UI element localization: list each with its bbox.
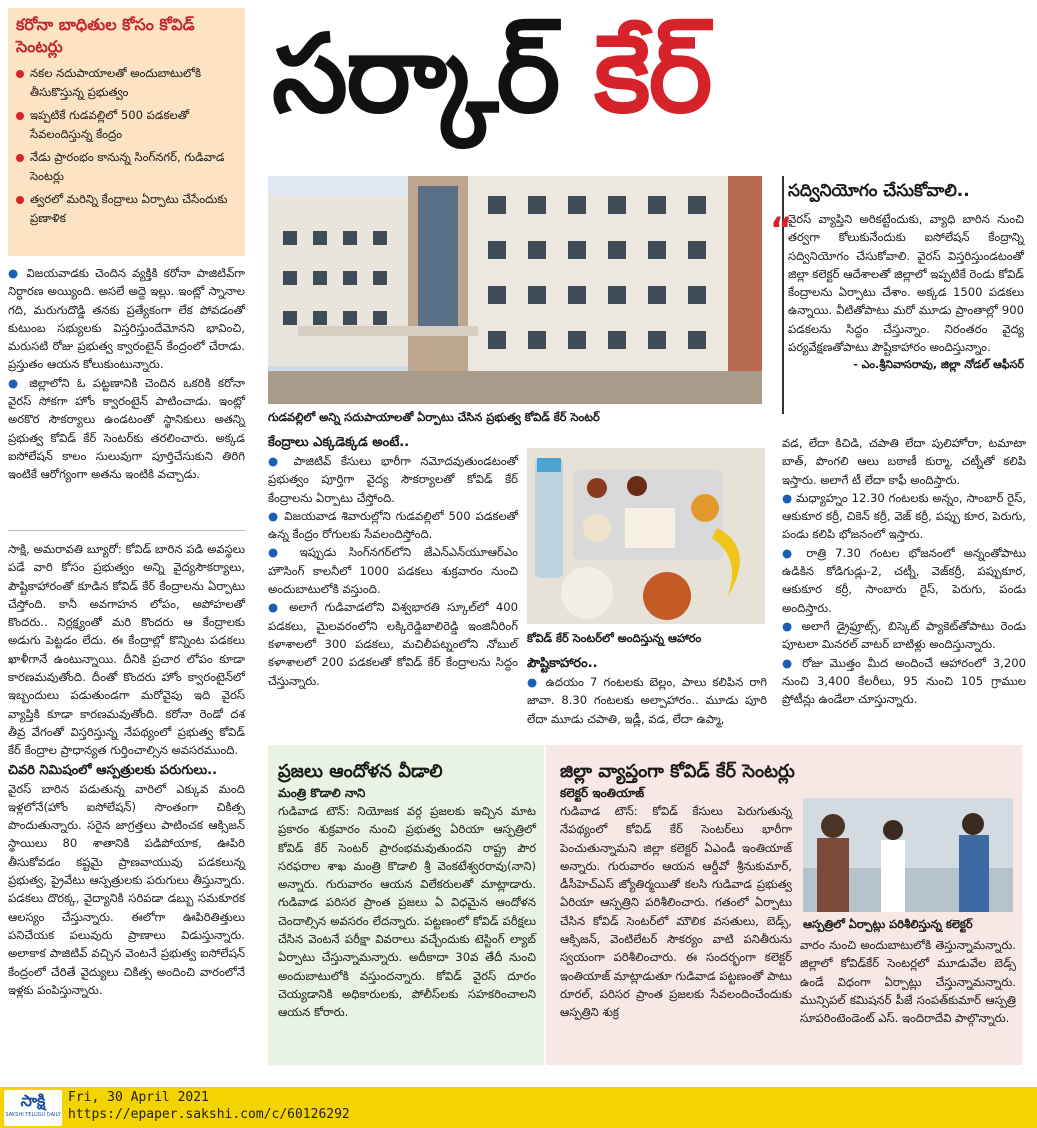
photo-caption: గుడవల్లిలో అన్ని సదుపాయాలతో ఏర్పాటు చేసిన ప్రభుత్వ కోవిడ్ కేర్ సెంటర్ [268,410,600,424]
story-body: గుడివాడ టౌన్: కోవిడ్ కేసులు పెరుగుతున్న నేపథ్యంలో కోవిడ్ కేర్ సెంటర్‌లు భారీగా పెంచుతున్నామని జిల్లా కలెక్టర్ ఏఎండీ ఇంతియాజ్ అన్నారు. గురువారం ఆయన ఆర్డీవో శ్రీనుకుమార్, డీసీహెచ్ఎస్ జ్యోతిర్మయితో కలసి గుడివాడ ప్రభుత్వ ఏరియా ఆస్పత్రిని పరిశీలించారు. గతంలో ఏర్పాటు చేసిన కోవిడ్ సెంటర్‌లో మౌలిక వసతులు, బెడ్స్, ఆక్సిజన్, వెంటిలేటర్ సౌకర్యం వాటి పనితీరును స్వయంగా పరిశీలించారు. ఈ సందర్భంగా కలెక్టర్ ఇంతియాజ్ మాట్లాడుతూ గుడివాడ పట్టణంతో పాటు రూరల్, పరిసర ప్రాంత ప్రజలకు సేవలందించేందుకు ఆస్పత్రిని శుక్ర [560,804,792,1020]
byline: కలెక్టర్ ఇంతియాజ్ [560,786,645,800]
food-caption: కోవిడ్ కేర్ సెంటర్‌లో అందిస్తున్న ఆహారం [527,631,702,645]
paragraph: సాక్షి, అమరావతి బ్యూరో: కోవిడ్ బారిన పడి అవస్థలు పడే వారి కోసం ప్రభుత్వం అన్ని వైద్యసౌకర్యాలు, పౌష్టికాహారంతో కూడిన కోవిడ్ కేర్ కేంద్రాలను ఏర్పాటు చేస్తోంది. కానీ అవగాహన లోపం, అపోహలతో కొందరు.. నిర్లక్ష్యంతో మరి కొందరు ఆ కేంద్రాలకు అడుగు పెట్టడం లేదు. ఈ కేంద్రాల్లో కొన్నింట పడకలు ఖాళీగానే ఉంటున్నాయి. దీనికి ప్రచార లోపం కూడా కారణమవుతోంది. దీంతో కొందరు హోం క్వారంటైన్‌లో ఇబ్బందులు పడుతుండగా మరోవైపు ఇది వైరస్ వ్యాప్తికి కూడా కారణమవుతోంది. కరోనా రెండో దశ తీవ్ర వేగంతో విస్తరిస్తున్న నేపథ్యంలో ప్రభుత్వ కోవిడ్ కేర్ కేంద్రాల ప్రాధాన్యత గుర్తించాల్సిన అవసరముంది. [8,542,245,758]
box-title: ప్రజలు ఆందోళన వీడాలి [278,761,443,782]
food-image [527,448,765,624]
section-title: కేంద్రాలు ఎక్కడెక్కడ అంటే.. [268,435,410,450]
bullet-icon [16,70,24,78]
building-photo [268,176,762,404]
menu-section [782,434,1026,708]
collector-photo-caption: ఆస్పత్రిలో ఏర్పాట్లు పరిశీలిస్తున్న కలెక్టర్ [803,917,973,931]
list-item: నకల నదుపాయాలతో అందుబాటులోకి తీసుకొస్తున్న ప్రభుత్వం [16,64,237,102]
highlights-box [8,8,245,256]
paragraph: ● జిల్లాలోని ఓ పట్టణానికి చెందిన ఒకరికి కరోనా వైరస్ సోకగా హోం క్వారంటైన్ పాటించాడు. ఇంట్లో అరకొర సౌకర్యాలు ఉండటంతో స్థానికులు అతన్ని ప్రభుత్వ కోవిడ్ కేర్ సెంటర్‌కు తరలించారు. అక్కడ ఐసోలేషన్ కాలం సులువుగా పూర్తిచేసుకుని తిరిగి ఇంటికే ఆరోగ్యంగా అతను ఇంటికి వచ్చాడు. [8,375,245,482]
edition-date: Fri, 30 April 2021 [68,1090,209,1105]
quote-body [788,210,1024,375]
paragraph: వడ, లేదా కిచిడి, చపాతి లేదా పులిహోరా, టమాటా బాత్, పొంగలి ఆలు బఠాణీ కుర్మా, చట్నీతో కలిపి ఇస్తారు. అలాగే టీ లేదా కాఫీ అందిస్తారు. [782,436,1026,487]
footer-info [68,1089,350,1123]
list-item: ● రోజు మొత్తం మీద అందించే ఆహారంలో 3,200 నుంచి 3,400 కేలరీలు, 95 నుంచి 105 గ్రాముల ప్రోటీన్లు ఉండేలా చూస్తున్నారు. [782,655,1026,707]
list-item: నేడు ప్రారంభం కానున్న సింగ్‌నగర్, గుడివాడ సెంటర్లు [16,148,237,186]
list-item: ● అలాగే గుడివాడలోని విశ్వభారతి స్కూల్‌లో 400 పడకలు, మైలవరంలోని లక్కిరెడ్డిబాలిరెడ్డి ఇంజినీరింగ్ కళాశాలలో 300 పడకలు, మచిలీపట్నంలోని నోబుల్ కళాశాలలో 200 పడకలతో కోవిడ్ కేర్ కేంద్రాలను సిద్ధం చేస్తున్నారు. [268,600,518,688]
minister-story [278,760,536,1022]
byline: మంత్రి కొడాలి నాని [278,786,366,800]
collector-story-continued: వారం నుంచి అందుబాటులోకి తెస్తున్నామన్నారు. జిల్లాలో కోవిడ్‌కేర్ సెంటర్లలో మూడువేల బెడ్స్ ఉండే విధంగా ఏర్పాట్లు చేస్తున్నామన్నారు. మున్సిపల్ కమిషనర్ పీజే సంపత్‌కుమార్ ఆస్పత్రి సూపరింటెండెంట్ ఎస్. ఇందిరాదేవి పాల్గొన్నారు. [800,938,1016,1026]
left-story-body [8,540,245,999]
list-item: ● ఉదయం 7 గంటలకు బెల్లం, పాలు కలిపిన రాగి జావా. 8.30 గంటలకు అల్పాహారం.. మూడు పూరి లేదా మూడు చపాతి, ఇడ్లీ, వడ, లేదా ఉప్మా, [527,675,767,726]
quote-text: వైరస్ వ్యాప్తిని అరికట్టేందుకు, వ్యాధి బారిన నుంచి తర్వగా కోలుకునేందుకు ఐసోలేషన్ కేంద్రాన్ని సద్వినియోగం చేసుకోవాలి. వైరస్ విస్తరిస్తుండటంతో జిల్లా కలెక్టర్ ఆదేశాలతో జిల్లాలో ఇప్పటికే రెండు కోవిడ్ కేంద్రాలను ఏర్పాటు చేశాం. అక్కడ 1500 పడకలు ఉన్నాయి. వీటితోపాటు మరో మూడు ప్రాంతాల్లో 900 పడకలను సిద్ధం చేస్తున్నాం. నిరంతరం వైద్య పర్యవేక్షణతోపాటు పౌష్టికాహారం అందిస్తున్నాం. [788,212,1024,355]
highlights-title: కరోనా బాధితుల కోసం కోవిడ్ సెంటర్లు [16,15,195,56]
list-item: ● ఇప్పుడు సింగ్‌నగర్‌లోని జేఎన్ఎన్‌యూఆర్ఎం హౌసింగ్ కాలనీలో 1000 పడకలు శుక్రవారం నుంచి అందుబాటులోకి వస్తుంది. [268,545,518,597]
collector-photo [803,798,1013,912]
list-item: ఇప్పటికే గుడవల్లిలో 500 పడకలతో సేవలందిస్తున్న కేంద్రం [16,106,237,144]
collector-image [803,798,1013,912]
story-body: గుడివాడ టౌన్: నియోజక వర్గ ప్రజలకు ఇచ్చిన మాట ప్రకారం శుక్రవారం నుంచి ప్రభుత్వ ఏరియా ఆస్పత్రిలో కోవిడ్ కేర్ సెంటర్ ప్రారంభమవుతుందని రాష్ట్ర పౌర సరఫరాల శాఖ మంత్రి కొడాలి శ్రీ వెంకటేశ్వరరావు(నాని) అన్నారు. గురువారం ఆయన విలేకరులతో మాట్లాడారు. గుడివాడ పరిసర ప్రాంత ప్రజలు ఏ విధమైన ఆందోళన చెందాల్సిన అవసరం లేదన్నారు. పట్టణంలో కోవిడ్ పరీక్షలు చేసిన వెంటనే పరీక్షా వివరాలు వచ్చేందుకు టెస్టింగ్ ల్యాబ్ ఏర్పాటు చేస్తున్నామన్నారు. అదీకాదా 30వ తేదీ నుంచి అందుబాటులోకి వస్తుందన్నారు. కోవిడ్ వైరస్ దూరం చెయ్యడానికి అధికారులకు, పోలీస్‌లకు సహకరించాలని ఆయన కోరారు. [278,804,536,1020]
centers-section [268,434,518,690]
bullet-icon [16,154,24,162]
divider [8,530,245,531]
epaper-link[interactable]: https://epaper.sakshi.com/c/60126292 [68,1107,350,1122]
headline-part2: కేర్ [594,12,711,137]
quote-title: సద్వినియోగం చేసుకోవాలి.. [788,181,970,201]
collector-story [560,760,795,1022]
left-story-intro [8,264,245,484]
list-item: ● అలాగే డ్రైఫ్రూట్స్, బిస్కెట్ ప్యాకెట్‌తోపాటు రెండు పూటలా మినరల్ వాటర్ బాటిళ్లు అందిస్తున్నారు. [782,618,1026,652]
food-photo [527,448,765,624]
highlights-list [16,64,237,228]
list-item: ● మధ్యాహ్నం 12.30 గంటలకు అన్నం, సాంబార్ రైస్, ఆకుకూర కర్రీ, చికెన్ కర్రీ, వెజ్ కర్రీ, పప్పు కూర, పెరుగు, పండు కలిపి భోజనంలో ఇస్తారు. [782,490,1027,542]
paragraph: వైరస్ బారిన పడుతున్న వారిలో ఎక్కువ మంది ఇళ్లలోనే(హోం ఐసోలేషన్) సొంతంగా చికిత్స పొందుతున్నారు. సరైన జాగ్రత్తలు పాటించక ఆక్సిజన్ స్థాయిలు 80 శాతానికి పడిపోయాక, ఊపిరి తీసుకోవడం కష్టమై ప్రాణవాయువు పడకలున్న ప్రభుత్వ, ప్రైవేటు ఆస్పత్రులకు పరుగులు తీస్తున్నారు. పడకలు దొరక్క, వైద్యానికి సరిపడా డబ్బు సమకూరక ఆలస్యం చేస్తున్నారు. ఈలోగా ఊపిరితిత్తులు పనిచేయక పలువురు ప్రాణాలు విడుస్తున్నారు. అలాకాక పాజిటివ్ వచ్చిన వెంటనే ప్రభుత్వ ఐసోలేషన్ కేంద్రంలో చేరితే వైద్యులు చికిత్స అందించి వారంలోనే ఇళ్లకు పంపిస్తున్నారు. [8,781,245,997]
list-item: త్వరలో మరిన్ని కేంద్రాలు ఏర్పాటు చేసేందుకు ప్రణాళిక [16,190,237,228]
section-title: పౌష్టికాహారం.. [527,656,598,671]
list-item: ● విజయవాడ శివారుల్లోని గుడవల్లిలో 500 పడకలతో ఉన్న కేంద్రం రోగులకు సేవలందిస్తోంది. [268,508,518,542]
quote-mark-icon: “ [770,210,793,250]
building-image [268,176,762,404]
quote-author: - ఎం.శ్రీనివాసరావు, జిల్లా నోడల్ ఆఫీసర్ [853,358,1024,372]
sakshi-logo [4,1090,62,1126]
headline-part1: సర్కార్ [272,12,559,137]
bullet-icon [16,112,24,120]
paragraph: ● విజయవాడకు చెందిన వ్యక్తికి కరోనా పాజిటివ్‌గా నిర్ధారణ అయ్యింది. అసలే అద్దె ఇల్లు. ఇంట్లో స్నానాల గది, మరుగుదొడ్డి తనకు ప్రత్యేకంగా లేక పోవడంతో కుటుంబ సభ్యులకు విస్తరిస్తుందేమోనని భావించి, మరుసటి రోజు ప్రభుత్వ క్వారంటైన్ కేంద్రంలో చేరాడు. ప్రస్తుతం ఆయన కోలుకుంటున్నారు. [8,266,245,372]
box-title: జిల్లా వ్యాప్తంగా కోవిడ్ కేర్ సెంటర్లు [560,761,795,782]
nutrition-section [527,655,767,728]
list-item: ● రాత్రి 7.30 గంటల భోజనంలో అన్నంతోపాటు ఉడికిన కోడిగుడ్లు-2, చట్నీ, వెజ్‌కర్రీ, పప్పుకూర, ఆకుకూర కర్రీ, సాంబారు రైస్, పెరుగు, పండు అందిస్తారు. [782,545,1026,615]
list-item: ● పాజిటివ్ కేసులు భారీగా నమోదవుతుండటంతో ప్రభుత్వం పూర్తిగా వైద్య సౌకర్యాలతో కోవిడ్ కేర్ కేంద్రాలను ఏర్పాటు చేస్తోంది. [268,454,518,505]
headline [272,0,1032,170]
bullet-icon [16,196,24,204]
logo-text: సాక్షి [20,1091,46,1110]
logo-subtext: SAKSHI TELUGU DAILY [5,1112,61,1118]
sub-heading: చివరి నిమిషంలో ఆస్పత్రులకు పరుగులు.. [8,762,218,778]
